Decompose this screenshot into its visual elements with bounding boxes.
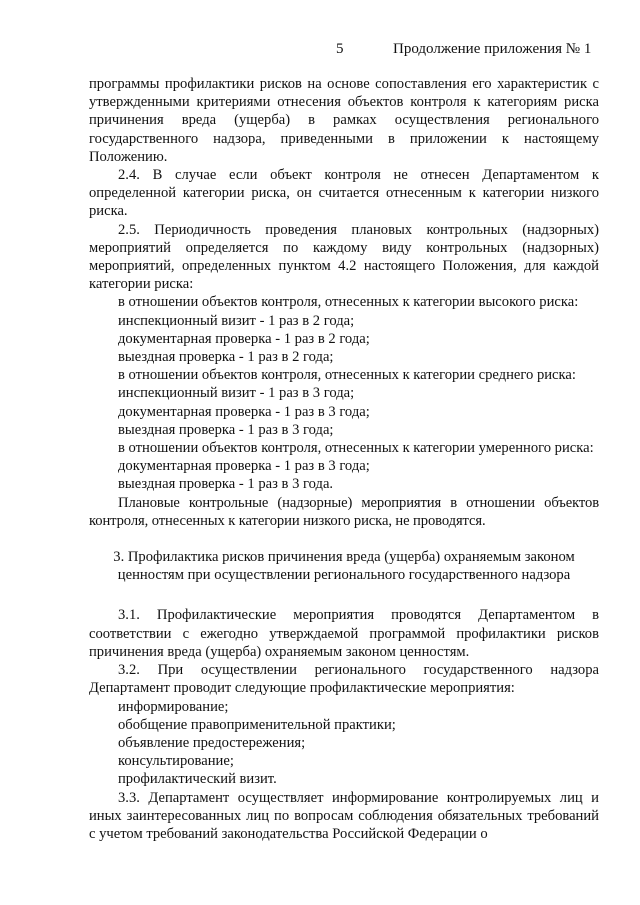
list-item: выездная проверка - 1 раз в 2 года; [118,349,334,366]
document-body [89,75,599,843]
paragraph-2-5: 2.5. Периодичность проведения плановых контрольных (надзорных) мероприятий определяется по каждому виду контрольных (надзорных) мероприятий, определенных пунктом 4.2 настоящего Положения, для каждой категории риска: [89,221,599,293]
list-item: выездная проверка - 1 раз в 3 года. [118,476,334,493]
paragraph-3-1: 3.1. Профилактические мероприятия проводятся Департаментом в соответствии с ежегодно утверждаемой программой профилактики рисков причинения вреда (ущерба) охраняемым законом ценностям. [89,607,599,660]
list-item: консультирование; [118,753,234,770]
list-item: инспекционный визит - 1 раз в 2 года; [118,312,355,329]
list-item: документарная проверка - 1 раз в 2 года; [118,330,370,347]
high-risk-intro: в отношении объектов контроля, отнесенных к категории высокого риска: [118,294,579,311]
list-item: профилактический визит. [118,771,277,788]
paragraph-3-2: 3.2. При осуществлении регионального государственного надзора Департамент проводит следующие профилактические мероприятия: [89,662,599,697]
low-risk-note: Плановые контрольные (надзорные) мероприятия в отношении объектов контроля, отнесенных к категории низкого риска, не проводятся. [89,494,599,529]
list-item: документарная проверка - 1 раз в 3 года; [118,458,370,475]
paragraph-2-4: 2.4. В случае если объект контроля не отнесен Департаментом к определенной категории риска, он считается отнесенным к категории низкого риска. [89,167,599,220]
paragraph-3-3: 3.3. Департамент осуществляет информирование контролируемых лиц и иных заинтересованных лиц по вопросам соблюдения обязательных требований с учетом требований законодательства Российской Федерации о [89,789,599,842]
list-item: документарная проверка - 1 раз в 3 года; [118,403,370,420]
list-item: объявление предостережения; [118,734,306,751]
page-number: 5 [336,41,344,57]
moderate-risk-intro: в отношении объектов контроля, отнесенных к категории умеренного риска: [118,440,594,457]
list-item: выездная проверка - 1 раз в 3 года; [118,421,334,438]
paragraph-continued: программы профилактики рисков на основе сопоставления его характеристик с утвержденными критериями отнесения объектов контроля к категориям риска причинения вреда (ущерба) в рамках осуществления регионального государственного надзора, приведенными в приложении к настоящему Положению. [89,76,599,165]
list-item: информирование; [118,698,229,715]
medium-risk-intro: в отношении объектов контроля, отнесенных к категории среднего риска: [118,367,576,384]
section-3-heading: 3. Профилактика рисков причинения вреда (ущерба) охраняемым законом ценностям при осуществлении регионального государственного надзора [113,549,575,584]
list-item: обобщение правоприменительной практики; [118,716,396,733]
appendix-continuation-label: Продолжение приложения № 1 [393,41,592,57]
list-item: инспекционный визит - 1 раз в 3 года; [118,385,355,402]
page-header [0,40,640,60]
